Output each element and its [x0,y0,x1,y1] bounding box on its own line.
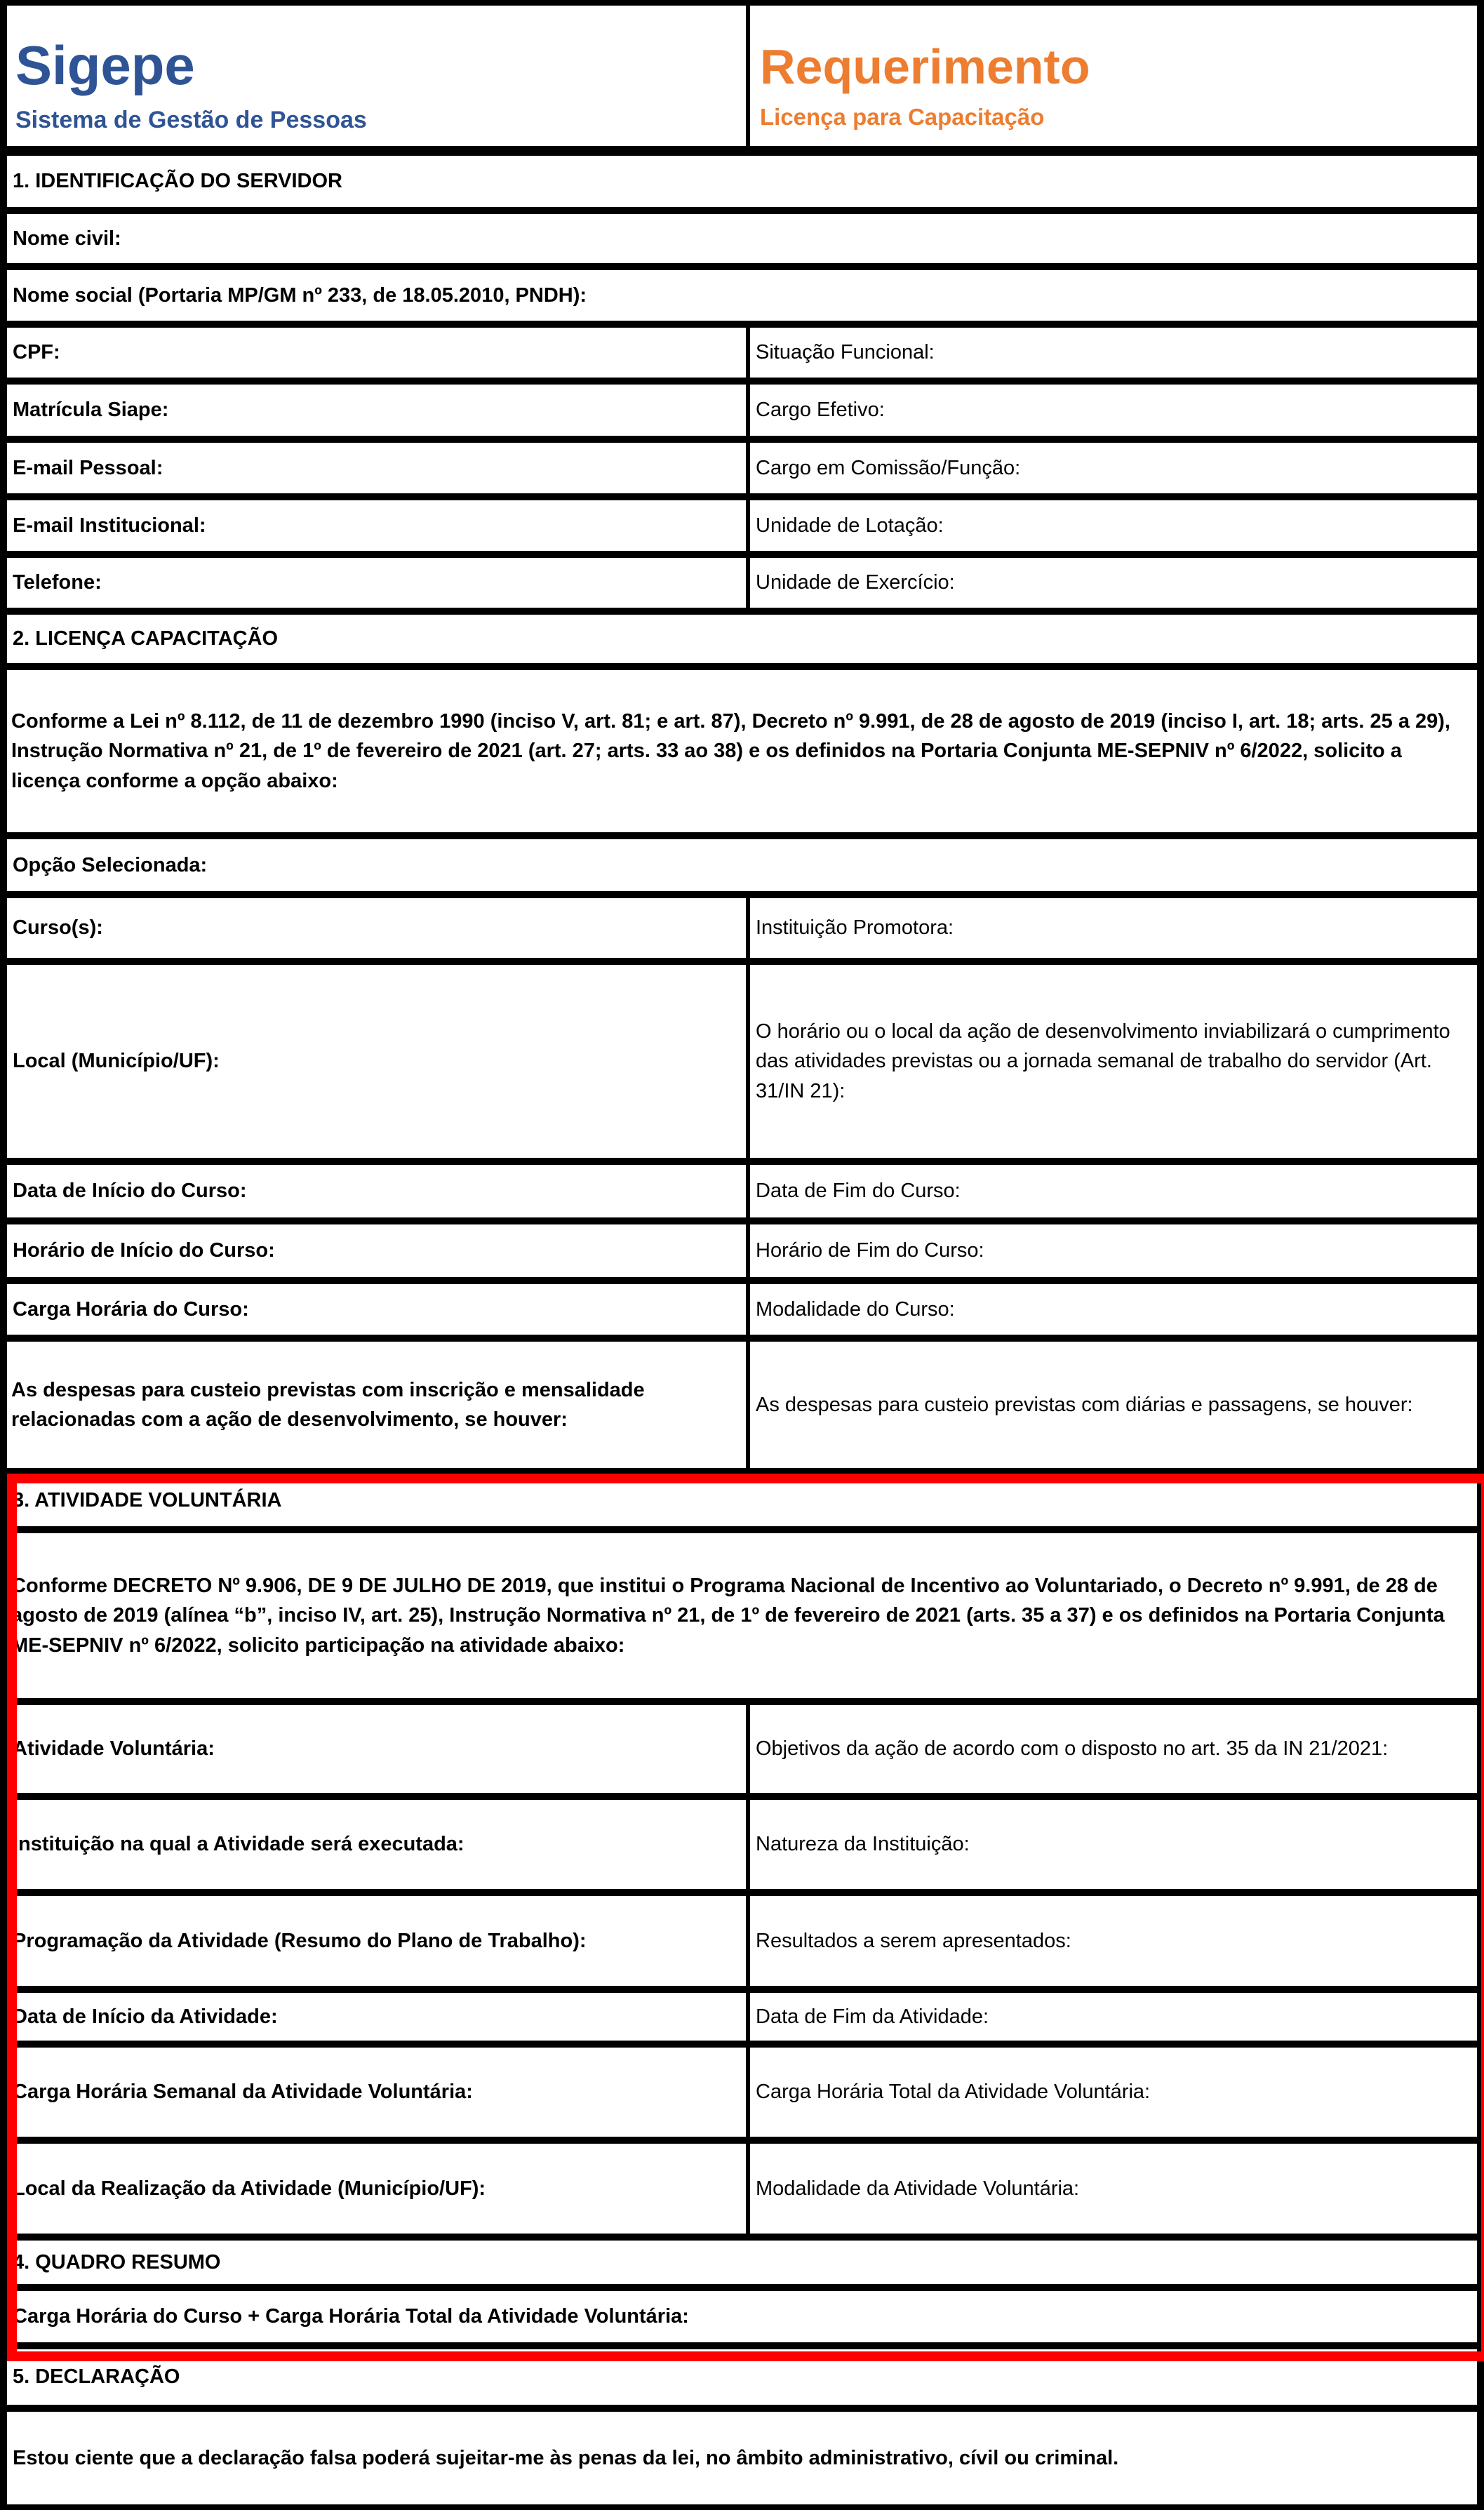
modalidade-curso-label: Modalidade do Curso: [746,1284,1477,1335]
row-nome-civil [7,214,1477,270]
section3-intro-text: Conforme DECRETO Nº 9.906, DE 9 DE JULHO DE 2019, que institui o Programa Nacional de Incentivo ao Voluntariado, o Decreto nº 9.991, de 28 de agosto de 2019 (alínea “b”, inciso IV, art. 25), Instrução Normativa nº 21, de 1º de fevereiro de 2021 (arts. 35 a 37) e os definidos na Portaria Conjunta ME-SEPNIV nº 6/2022, solicito participação na atividade abaixo: [11,1575,1445,1657]
instituicao-promotora-label: Instituição Promotora: [746,898,1477,958]
row-nome-social [7,270,1477,328]
section2-intro-text: Conforme a Lei nº 8.112, de 11 de dezembro 1990 (inciso V, art. 81; e art. 87), Decreto nº 9.991, de 28 de agosto de 2019 (inciso I, art. 18; arts. 25 a 29), Instrução Normativa nº 21, de 1º de fevereiro de 2021 (art. 27; arts. 33 ao 38) e os definidos na Portaria Conjunta ME-SEPNIV nº 6/2022, solicito a licença conforme a opção abaixo: [11,710,1450,792]
nome-social-label: Nome social (Portaria MP/GM nº 233, de 18.05.2010, PNDH): [13,283,587,307]
matricula-siape-label: Matrícula Siape: [13,399,169,421]
row-quadro-resumo [7,2291,1477,2349]
row-despesas [7,1342,1477,1475]
local-realizacao-atividade-label: Local da Realização da Atividade (Município/UF): [13,2177,486,2200]
section2-intro-row [7,670,1477,839]
row-declaracao [7,2412,1477,2510]
row-cpf-situacao [7,328,1477,385]
section3-intro-row [7,1533,1477,1705]
row-carga-semanal-total [7,2048,1477,2144]
document-title: Requerimento [760,39,1090,94]
row-local-modalidade-atividade [7,2144,1477,2241]
carga-soma-label: Carga Horária do Curso + Carga Horária Total da Atividade Voluntária: [13,2305,689,2328]
data-inicio-atividade-label: Data de Início da Atividade: [13,2005,278,2028]
telefone-label: Telefone: [13,571,102,594]
section5-title: 5. DECLARAÇÃO [13,2365,180,2388]
document-subtitle: Licença para Capacitação [760,104,1045,130]
carga-semanal-atividade-label: Carga Horária Semanal da Atividade Voluntária: [13,2081,473,2103]
modalidade-atividade-label: Modalidade da Atividade Voluntária: [746,2144,1477,2234]
section3-title: 3. ATIVIDADE VOLUNTÁRIA [13,1489,282,1511]
opcao-selecionada-label: Opção Selecionada: [13,853,208,876]
row-data-inicio-fim-atividade [7,1993,1477,2048]
data-fim-curso-label: Data de Fim do Curso: [746,1165,1477,1217]
section1-header-row [7,156,1477,214]
situacao-funcional-label: Situação Funcional: [746,328,1477,378]
atividade-voluntaria-label: Atividade Voluntária: [13,1737,215,1760]
section3-header-row [7,1475,1477,1533]
section2-title: 2. LICENÇA CAPACITAÇÃO [13,627,279,650]
row-atividade-objetivos [7,1705,1477,1800]
row-telefone-exercicio [7,558,1477,615]
nome-civil-label: Nome civil: [13,227,121,250]
row-email-pessoal-comissao [7,443,1477,500]
row-carga-modalidade-curso [7,1284,1477,1342]
row-instituicao-natureza [7,1800,1477,1896]
instituicao-executada-label: Instituição na qual a Atividade será executada: [13,1833,464,1855]
data-fim-atividade-label: Data de Fim da Atividade: [746,1993,1477,2041]
cargo-comissao-label: Cargo em Comissão/Função: [746,443,1477,493]
natureza-instituicao-label: Natureza da Instituição: [746,1800,1477,1889]
document-title-block [746,6,1477,146]
data-inicio-curso-label: Data de Início do Curso: [13,1180,247,1202]
row-programacao-resultados [7,1896,1477,1993]
sigepe-logo: Sigepe [15,34,195,96]
row-data-inicio-fim-curso [7,1165,1477,1224]
horario-fim-curso-label: Horário de Fim do Curso: [746,1224,1477,1277]
horario-inicio-curso-label: Horário de Início do Curso: [13,1239,275,1262]
sigepe-logo-block [7,6,746,146]
row-horario-inicio-fim-curso [7,1224,1477,1284]
local-municipio-label: Local (Município/UF): [13,1050,220,1072]
horario-inviabiliza-label: O horário ou o local da ação de desenvolvimento inviabilizará o cumprimento das atividades previstas ou a jornada semanal de trabalho do servidor (Art. 31/IN 21): [746,965,1477,1158]
cargo-efetivo-label: Cargo Efetivo: [746,385,1477,436]
despesas-inscricao-label: As despesas para custeio previstas com inscrição e mensalidade relacionadas com a ação de desenvolvimento, se houver: [11,1378,645,1431]
document-header [7,6,1477,156]
declaration-text: Estou ciente que a declaração falsa poderá sujeitar-me às penas da lei, no âmbito administrativo, cívil ou criminal. [13,2446,1119,2469]
despesas-diarias-label: As despesas para custeio previstas com diárias e passagens, se houver: [746,1342,1477,1468]
carga-total-atividade-label: Carga Horária Total da Atividade Voluntária: [746,2048,1477,2137]
cpf-label: CPF: [13,341,60,363]
row-opcao-selecionada [7,839,1477,898]
carga-horaria-curso-label: Carga Horária do Curso: [13,1297,249,1321]
section4-title: 4. QUADRO RESUMO [13,2250,221,2274]
row-matricula-cargo [7,385,1477,443]
row-email-institucional-lotacao [7,500,1477,558]
section4-header-row [7,2241,1477,2291]
section2-header-row [7,615,1477,670]
objetivos-acao-label: Objetivos da ação de acordo com o disposto no art. 35 da IN 21/2021: [746,1705,1477,1793]
sigepe-logo-subtitle: Sistema de Gestão de Pessoas [15,107,367,133]
programacao-atividade-label: Programação da Atividade (Resumo do Plano de Trabalho): [13,1929,587,1952]
unidade-lotacao-label: Unidade de Lotação: [746,500,1477,551]
row-curso-instituicao [7,898,1477,965]
cursos-label: Curso(s): [13,916,103,939]
email-pessoal-label: E-mail Pessoal: [13,456,163,479]
resultados-apresentados-label: Resultados a serem apresentados: [746,1896,1477,1986]
email-institucional-label: E-mail Institucional: [13,514,206,537]
section1-title: 1. IDENTIFICAÇÃO DO SERVIDOR [13,170,342,192]
section5-header-row [7,2349,1477,2412]
unidade-exercicio-label: Unidade de Exercício: [746,558,1477,608]
row-local-horario-aviso [7,965,1477,1165]
